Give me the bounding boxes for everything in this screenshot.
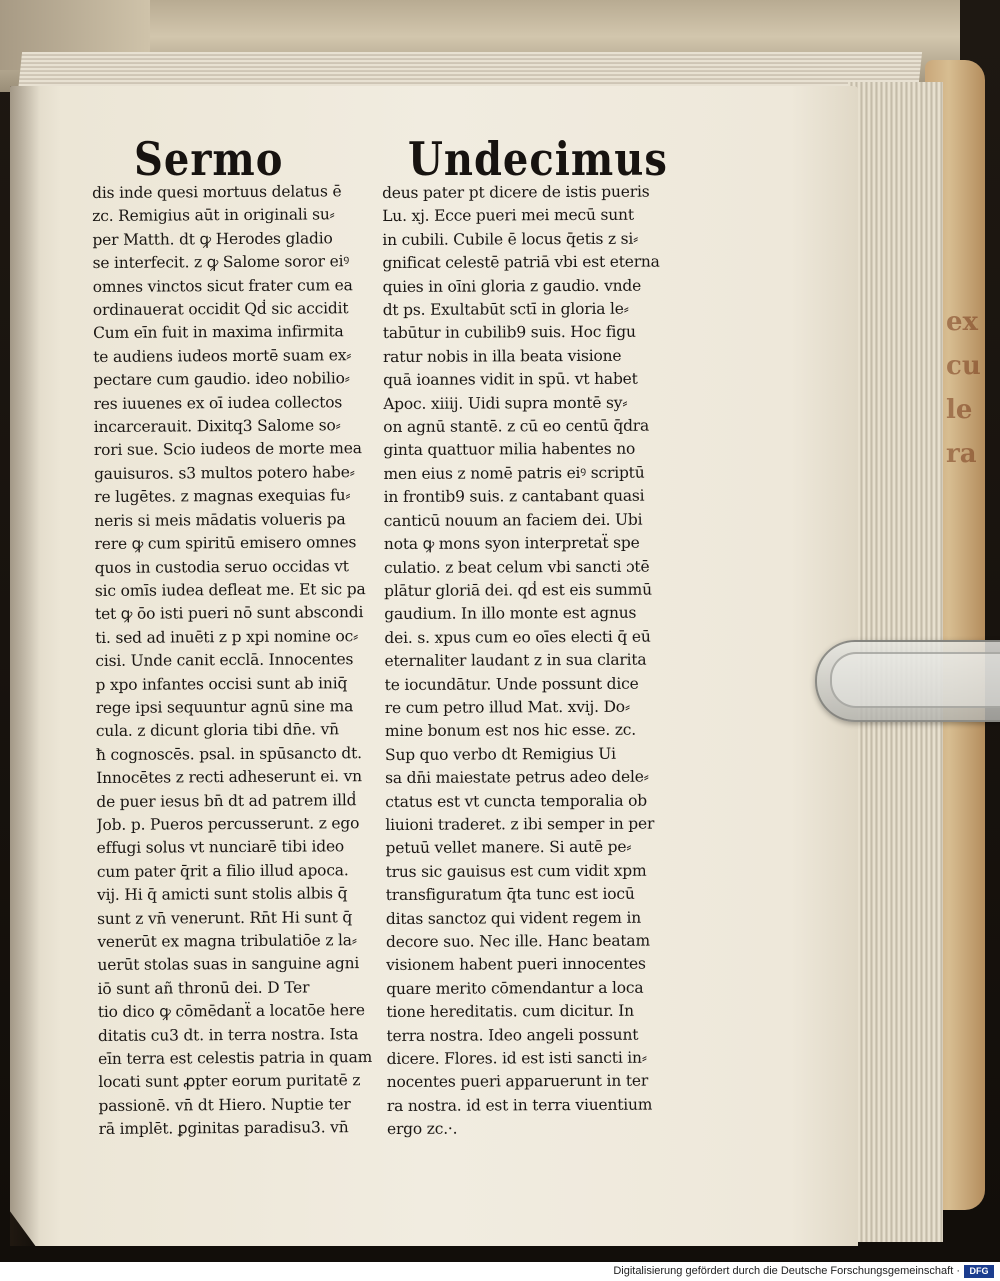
text-line: ratur nobis in illa beata visione: [382, 346, 622, 366]
text-line: re cum petro illud Mat. xvij. Do⸗: [384, 697, 630, 717]
text-line: omnes vinctos sicut frater cum ea: [92, 275, 353, 296]
text-line: eternaliter laudant z in sua clarita: [384, 650, 647, 671]
text-line: neris si meis mādatis volueris pa: [94, 509, 346, 530]
text-line: rori sue. Scio iudeos de morte mea: [93, 439, 362, 460]
text-line: canticū nouum an faciem dei. Ubi: [383, 510, 643, 530]
footer-bar: [0, 1262, 1000, 1281]
text-line: sic omīs iudea defleat me. Et sic pa: [94, 580, 366, 600]
text-line: sa dn̄i maiestate petrus adeo dele⸗: [385, 767, 649, 788]
text-line: liuioni traderet. z ibi semper in per: [385, 814, 655, 834]
text-line: decore suo. Nec ille. Hanc beatam: [385, 931, 650, 951]
text-line: quare merito cōmendantur a loca: [386, 978, 644, 998]
text-line: nota ꝙ mons syon interpretaẗ spe: [383, 533, 640, 554]
text-line: in frontib9 suis. z cantabant quasi: [383, 486, 645, 507]
footer-credit: Digitalisierung gefördert durch die Deutsche Forschungsgemeinschaft ·: [613, 1265, 960, 1277]
dfg-logo: DFG: [964, 1265, 994, 1278]
text-line: tabūtur in cubilib9 suis. Hoc figu: [382, 323, 636, 343]
text-line: Apoc. xiiij. Uidi supra montē sy⸗: [383, 393, 628, 413]
text-line: rege ipsi sequuntur agnū sine ma: [95, 697, 354, 717]
text-line: gauisuros. s3 multos potero habe⸗: [93, 463, 355, 483]
text-line: iō sunt añ thronū dei. D Ter: [97, 978, 310, 998]
text-line: cula. z dicunt gloria tibi dn̄e. vn̄: [95, 720, 340, 741]
text-line: mine bonum est nos hic esse. zc.: [384, 721, 637, 741]
text-line: per Matth. dt ꝙ Herodes gladio: [92, 229, 333, 249]
cover-mark: ra: [946, 439, 977, 469]
text-line: te audiens iudeos mortē suam ex⸗: [93, 346, 352, 366]
text-line: eīn terra est celestis patria in quam: [98, 1048, 373, 1069]
text-line: incarcerauit. Dixitq3 Salome so⸗: [93, 416, 341, 437]
text-line: in cubili. Cubile ē locus q̄etis z si⸗: [382, 229, 639, 249]
text-line: culatio. z beat celum vbi sancti ɔtē: [383, 557, 650, 577]
text-line: visionem habent pueri innocentes: [386, 955, 646, 975]
running-head-right: Undecimus: [408, 132, 668, 187]
text-line: effugi solus vt nunciarē tibi ideo: [96, 837, 345, 858]
text-line: passionē. vn̄ dt Hiero. Nuptie ter: [98, 1095, 351, 1115]
text-line: cisi. Unde canit ecclā. Innocentes: [95, 650, 354, 671]
text-line: se interfecit. z ꝙ Salome soror eiꝰ: [92, 252, 350, 273]
gutter-shadow: [10, 86, 40, 1246]
running-head-left: Sermo: [134, 132, 284, 187]
text-column-right: [382, 180, 687, 1141]
text-line: ti. sed ad inuēti z p xpi nomine oc⸗: [95, 626, 359, 647]
text-line: re lugētes. z magnas exequias fu⸗: [94, 486, 351, 507]
text-line: men eius z nomē patris eiꝰ scriptū: [383, 463, 645, 483]
text-line: ordinauerat occidit Qḋ sic accidit: [92, 299, 349, 320]
text-line: tet ꝙ ōo isti pueri nō sunt abscondi: [94, 603, 364, 624]
text-line: res iuuenes ex oī iudea collectos: [93, 392, 343, 413]
text-line: zc. Remigius aūt in originali su⸗: [92, 205, 335, 226]
text-line: transfiguratum q̄ta tunc est iocū: [385, 884, 635, 905]
cover-mark: le: [946, 395, 973, 425]
text-line: tio dico ꝙ cōmēdanẗ a locatōe here: [97, 1001, 365, 1022]
text-line: dicere. Flores. id est isti sancti in⸗: [386, 1048, 647, 1069]
text-line: rere ꝙ cum spiritū emisero omnes: [94, 533, 357, 554]
text-line: Sup quo verbo dt Remigius Ui: [384, 744, 616, 764]
text-line: trus sic gauisus est cum vidit xpm: [385, 861, 647, 881]
text-line: Job. p. Pueros percusserunt. z ego: [96, 814, 360, 834]
page-clip-inner: [830, 652, 1000, 708]
text-line: de puer iesus bn̄ dt ad patrem illḋ: [96, 790, 357, 811]
text-line: locati sunt ꝓpter eorum puritatē z: [98, 1071, 361, 1092]
text-line: dt ps. Exultabūt sctī in gloria le⸗: [382, 299, 629, 320]
text-line: vij. Hi q̄ amicti sunt stolis albis q̄: [96, 884, 348, 905]
text-line: sunt z vn̄ venerunt. Rn̄t Hi sunt q̄: [97, 907, 353, 928]
text-line: ginta quattuor milia habentes no: [383, 440, 636, 460]
text-line: Innocētes z recti adheserunt ei. vn: [96, 767, 362, 788]
text-line: rā implēt. ꝑginitas paradisu3. vn̄: [98, 1118, 349, 1139]
text-line: venerūt ex magna tribulatiōe z la⸗: [97, 931, 357, 951]
text-line: plātur gloriā dei. qḋ est eis summū: [384, 580, 652, 600]
text-column-left: [92, 180, 389, 1142]
text-line: dis inde quesi mortuus delatus ē: [92, 182, 342, 202]
text-line: tione hereditatis. cum dicitur. In: [386, 1001, 634, 1022]
text-line: quos in custodia seruo occidas vt: [94, 556, 349, 577]
text-line: uerūt stolas suas in sanguine agni: [97, 954, 360, 975]
text-line: ditas sanctoz qui vident regem in: [385, 908, 642, 928]
text-line: on agnū stantē. z cū eo centū q̄dra: [383, 416, 650, 437]
text-line: ra nostra. id est in terra viuentium: [386, 1095, 653, 1115]
text-line: ditatis cu3 dt. in terra nostra. Ista: [97, 1024, 359, 1045]
text-line: deus pater pt dicere de istis pueris: [382, 182, 650, 202]
text-line: petuū vellet manere. Si autē pe⸗: [385, 838, 632, 858]
text-line: te iocundātur. Unde possunt dice: [384, 674, 639, 694]
cover-mark: cu: [946, 351, 981, 381]
text-line: pectare cum gaudio. ideo nobilio⸗: [93, 369, 350, 390]
cover-mark: ex: [946, 307, 979, 337]
text-line: ergo zc.·.: [386, 1119, 458, 1139]
text-line: gaudium. In illo monte est agnus: [384, 603, 637, 624]
text-line: cum pater q̄rit a filio illud apoca.: [96, 861, 349, 881]
text-line: p xpo infantes occisi sunt ab iniq̄: [95, 673, 348, 694]
text-line: ħ cognoscēs. psal. in spūsancto dt.: [95, 743, 362, 764]
text-line: terra nostra. Ideo angeli possunt: [386, 1025, 639, 1045]
text-line: Lu. xj. Ecce pueri mei mecū sunt: [382, 206, 634, 226]
text-line: nocentes pueri apparuerunt in ter: [386, 1072, 649, 1092]
text-line: dei. s. xpus cum eo oīes electi q̄ eū: [384, 627, 651, 647]
text-line: ctatus est vt cuncta temporalia ob: [385, 791, 647, 811]
text-line: quā ioannes vidit in spū. vt habet: [382, 369, 638, 390]
text-line: Cum eīn fuit in maxima infirmita: [92, 322, 344, 343]
text-line: gnificat celestē patriā vbi est eterna: [382, 252, 660, 273]
text-line: quies in oīni gloria z gaudio. vnde: [382, 276, 642, 296]
cover-manuscript-writing: [946, 300, 986, 560]
